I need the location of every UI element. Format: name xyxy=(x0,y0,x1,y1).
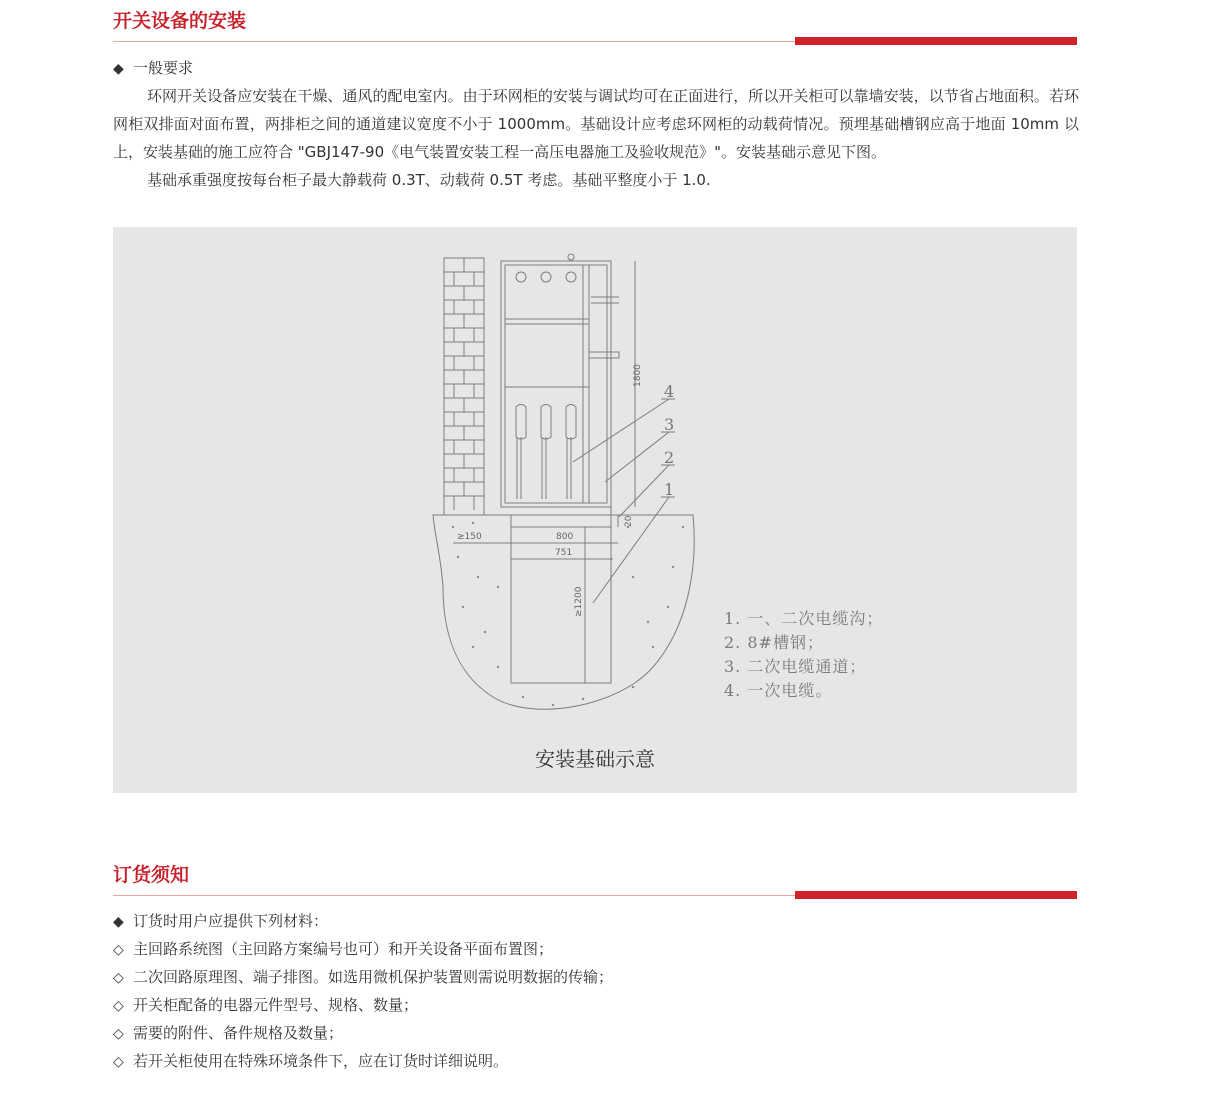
figure-caption: 安装基础示意 xyxy=(535,747,655,771)
dim-label-20: 20 xyxy=(624,515,634,527)
callout-4: 4 xyxy=(664,382,675,401)
list-item xyxy=(113,1019,343,1048)
cabinet-bracket xyxy=(589,352,619,358)
dim-label-800: 800 xyxy=(556,532,574,542)
header-accent-bar xyxy=(795,891,1077,899)
figure-legend xyxy=(724,607,883,703)
foundation-drawing xyxy=(113,227,1077,793)
list-item-text: 若开关柜使用在特殊环境条件下，应在订货时详细说明。 xyxy=(133,1052,509,1070)
leader-4 xyxy=(573,399,669,462)
diamond-filled-icon: ◆ xyxy=(113,61,124,77)
list-item xyxy=(113,935,553,964)
callout-2: 2 xyxy=(664,448,675,467)
leader-2 xyxy=(619,465,669,517)
list-item xyxy=(113,907,328,936)
installation-paragraphs xyxy=(113,82,1079,194)
section-title: 订货须知 xyxy=(113,864,190,886)
header-accent-bar xyxy=(795,37,1077,45)
diamond-outline-icon: ◇ xyxy=(113,1054,124,1070)
section-title: 开关设备的安装 xyxy=(113,10,247,32)
list-item xyxy=(113,1047,508,1076)
heading-text: 一般要求 xyxy=(133,59,194,77)
dim-label-150: ≥150 xyxy=(457,532,482,542)
dim-label-751: 751 xyxy=(555,548,573,558)
diamond-filled-icon: ◆ xyxy=(113,914,124,930)
legend-item: 4. 一次电缆。 xyxy=(724,681,833,700)
legend-item: 2. 8#槽钢； xyxy=(724,633,824,652)
cabinet-inner xyxy=(505,265,607,503)
concrete-foundation xyxy=(433,515,694,709)
diamond-outline-icon: ◇ xyxy=(113,970,124,986)
leader-1 xyxy=(593,497,669,603)
callout-1: 1 xyxy=(664,480,675,499)
legend-item: 3. 二次电缆通道； xyxy=(724,657,867,676)
list-item-text: 开关柜配备的电器元件型号、规格、数量； xyxy=(133,996,419,1014)
section-header-installation xyxy=(113,6,1077,42)
section-header-ordering xyxy=(113,860,1077,896)
list-item-text: 需要的附件、备件规格及数量； xyxy=(133,1024,344,1042)
dim-label-1800: 1800 xyxy=(633,364,643,387)
list-item xyxy=(113,963,613,992)
list-item xyxy=(113,991,418,1020)
list-item-text: 主回路系统图（主回路方案编号也可）和开关设备平面布置图； xyxy=(133,940,554,958)
brick-courses xyxy=(444,258,484,510)
list-item-text: 订货时用户应提供下列材料： xyxy=(133,912,329,930)
diamond-outline-icon: ◇ xyxy=(113,998,124,1014)
list-item-text: 二次回路原理图、端子排图。如选用微机保护装置则需说明数据的传输； xyxy=(133,968,614,986)
diamond-outline-icon: ◇ xyxy=(113,1026,124,1042)
callout-3: 3 xyxy=(664,415,675,434)
installation-foundation-figure xyxy=(113,227,1077,793)
paragraph-1: 环网开关设备应安装在干燥、通风的配电室内。由于环网柜的安装与调试均可在正面进行，所以开关柜可以靠墙安装，以节省占地面积。若环网柜双排面对面布置，两排柜之间的通道建议宽度不小于 1000mm。基础设计应考虑环网柜的动载荷情况。预埋基础槽钢应高于地面 10mm 以上，安装基础的施工应符合 "GBJ147-90《电气装置安装工程一高压电器施工及验收规范》"。安装基础示意见下图。 xyxy=(113,87,1079,161)
general-requirements-heading xyxy=(113,54,193,83)
legend-item: 1. 一、二次电缆沟； xyxy=(724,609,884,628)
dim-label-1200: ≥1200 xyxy=(574,586,584,617)
diamond-outline-icon: ◇ xyxy=(113,942,124,958)
paragraph-2: 基础承重强度按每台柜子最大静载荷 0.3T、动载荷 0.5T 考虑。基础平整度小于 1.0. xyxy=(147,171,711,189)
